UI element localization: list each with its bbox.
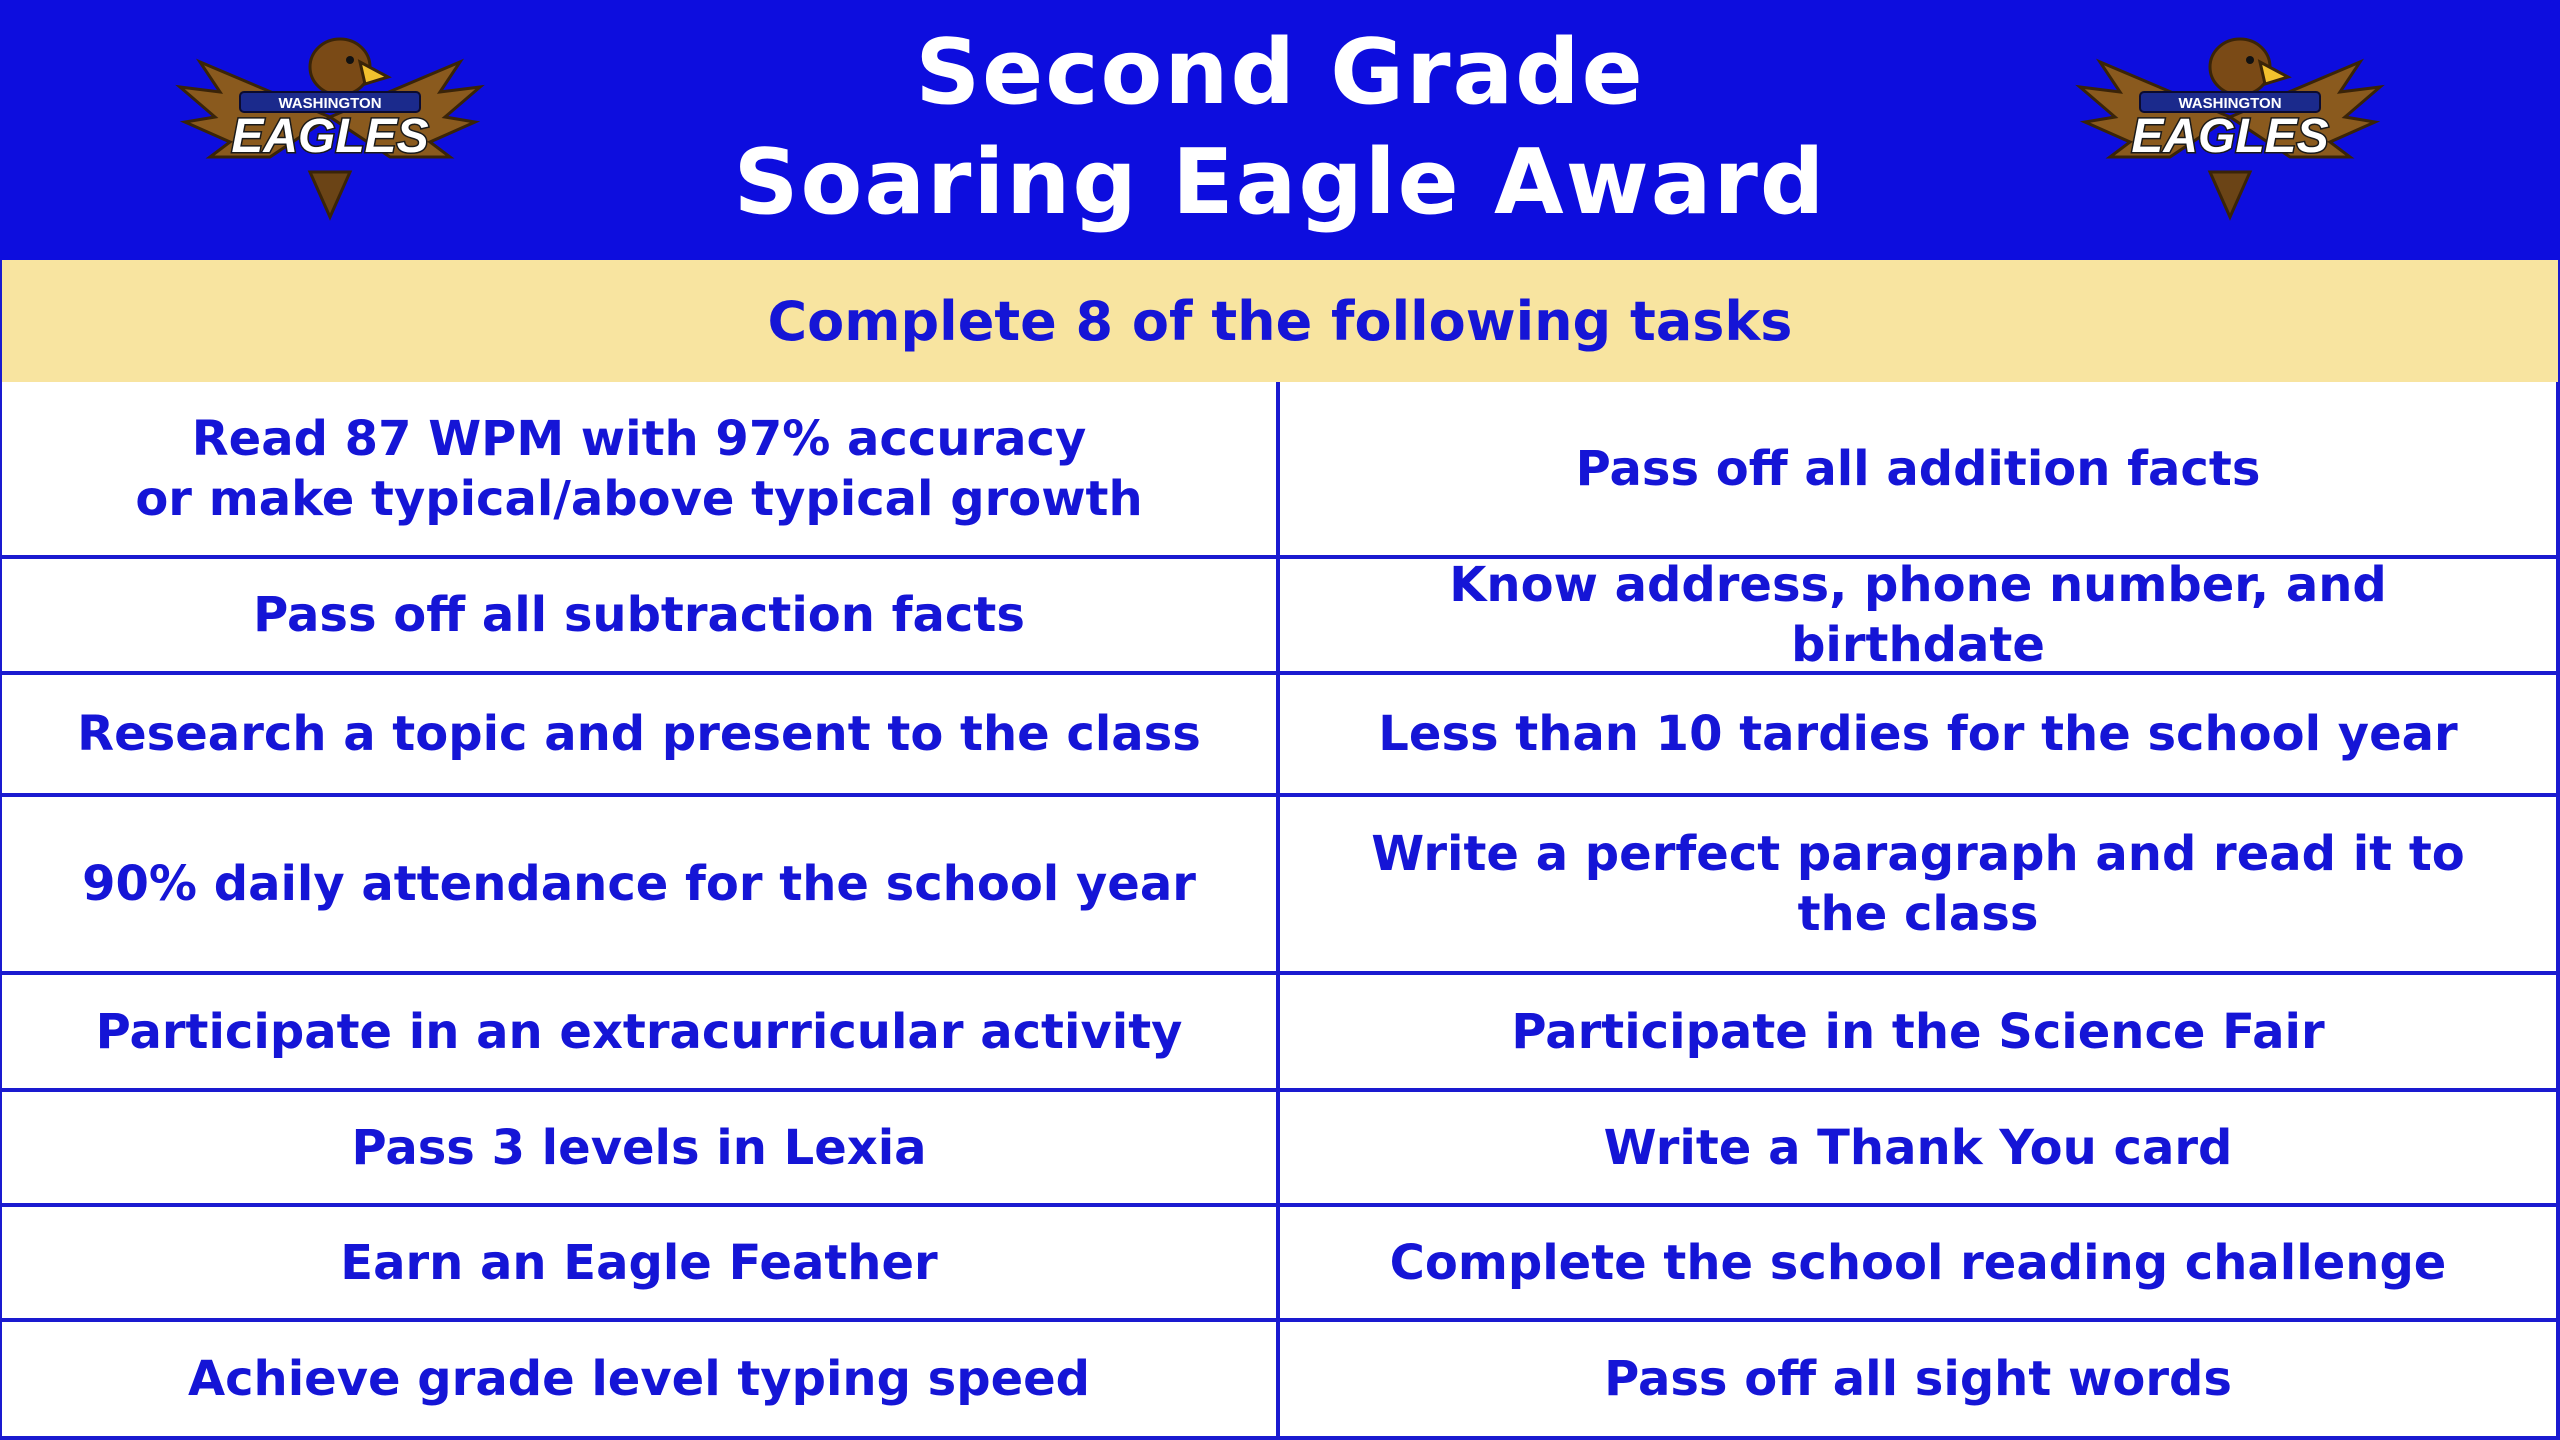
title-line-1: Second Grade [915, 20, 1645, 125]
task-cell [1280, 797, 2560, 975]
task-cell [1280, 1092, 2560, 1207]
task-text: Participate in an extracurricular activity [95, 1003, 1183, 1060]
task-cell [1280, 1322, 2560, 1440]
task-cell [1280, 382, 2560, 559]
svg-text:WASHINGTON: WASHINGTON [2178, 95, 2282, 112]
task-text: Earn an Eagle Feather [340, 1234, 938, 1291]
task-text-line-1: Read 87 WPM with 97% accuracy [191, 410, 1087, 467]
task-cell [1280, 975, 2560, 1092]
task-table [0, 382, 2560, 1440]
task-text: Participate in the Science Fair [1511, 1003, 2325, 1060]
task-cell [0, 1092, 1280, 1207]
task-cell [0, 975, 1280, 1092]
task-cell [0, 559, 1280, 675]
task-cell [0, 675, 1280, 797]
eagle-logo-icon [2060, 22, 2400, 222]
task-cell [0, 382, 1280, 559]
task-text: Complete the school reading challenge [1389, 1234, 2447, 1291]
task-cell [0, 1322, 1280, 1440]
task-text: Know address, phone number, and birthdate [1449, 557, 2387, 673]
svg-text:EAGLES: EAGLES [2131, 110, 2329, 163]
task-cell [1280, 1207, 2560, 1322]
instructions-banner: Complete 8 of the following tasks [0, 260, 2560, 384]
task-text: 90% daily attendance for the school year [82, 856, 1196, 912]
task-text: Write a perfect paragraph and read it to the class [1371, 826, 2465, 942]
svg-text:WASHINGTON: WASHINGTON [278, 95, 382, 112]
title-line-2: Soaring Eagle Award [733, 130, 1827, 235]
task-cell [1280, 675, 2560, 797]
task-text: Pass off all sight words [1604, 1351, 2232, 1407]
svg-text:EAGLES: EAGLES [231, 110, 429, 163]
task-text: Pass 3 levels in Lexia [351, 1119, 927, 1176]
task-cell [0, 797, 1280, 975]
task-cell [1280, 559, 2560, 675]
task-text-line-2: or make typical/above typical growth [135, 470, 1143, 527]
task-text: Pass off all addition facts [1575, 440, 2261, 497]
task-text: Less than 10 tardies for the school year [1378, 706, 2458, 762]
header-banner [0, 0, 2560, 260]
task-cell [0, 1207, 1280, 1322]
task-text: Achieve grade level typing speed [187, 1351, 1091, 1407]
task-text: Pass off all subtraction facts [253, 587, 1025, 643]
task-text: Research a topic and present to the class [77, 706, 1201, 762]
task-text: Write a Thank You card [1603, 1119, 2233, 1176]
